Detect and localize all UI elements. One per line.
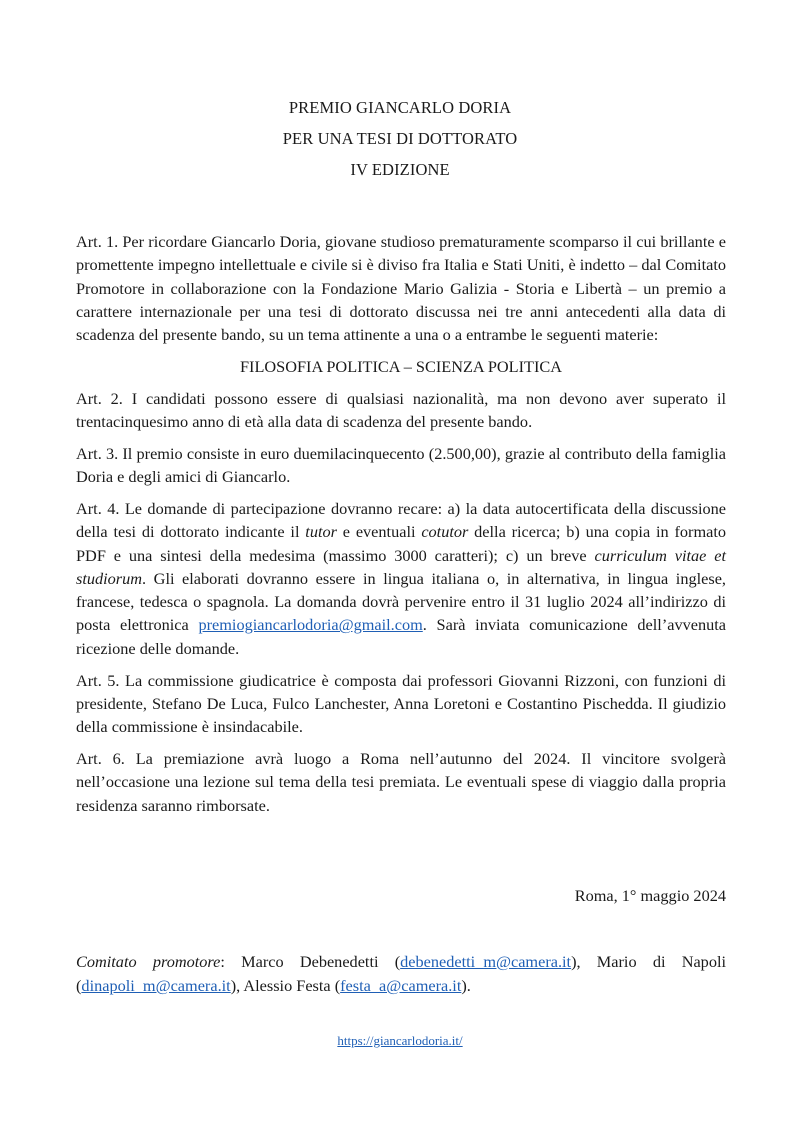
article-4-text-3: della ricerca; b) una copia in formato PDF e una sintesi della medesima (massimo 3000 caratteri); c) un breve bbox=[76, 522, 726, 565]
committee-label: Comitato promotore bbox=[76, 952, 221, 971]
title-line-2: PER UNA TESI DI DOTTORATO bbox=[282, 129, 518, 148]
committee-email-2-link[interactable]: dinapoli_m@camera.it bbox=[81, 976, 231, 995]
website-link[interactable]: https://giancarlodoria.it/ bbox=[337, 1033, 463, 1048]
committee-paragraph bbox=[76, 950, 726, 998]
article-4-tutor: tutor bbox=[305, 522, 337, 542]
article-3: Art. 3. Il premio consiste in euro duemilacinquecento (2.500,00), grazie al contributo della famiglia Doria e degli amici di Giancarlo. bbox=[76, 443, 726, 487]
committee-text-2: ), Mario di Napoli ( bbox=[76, 952, 727, 995]
article-4-curriculum: curriculum vitae et studiorum bbox=[76, 545, 726, 588]
article-4-text-4: . Gli elaborati dovranno essere in lingua italiana o, in alternativa, in lingua inglese, francese, tedesca o spagnola. La domanda dovrà pervenire entro il 31 luglio 2024 all’indirizzo di posta elettronica bbox=[76, 568, 726, 635]
document-date: Roma, 1° maggio 2024 bbox=[574, 886, 726, 905]
committee-text-4: ). bbox=[461, 976, 471, 995]
article-4-text-5: . Sarà inviata comunicazione dell’avvenuta ricezione delle domande. bbox=[76, 615, 727, 658]
article-4-text-2: e eventuali bbox=[336, 522, 422, 542]
article-4-cotutor: cotutor bbox=[421, 522, 469, 542]
submission-email-link[interactable]: premiogiancarlodoria@gmail.com bbox=[198, 615, 423, 635]
article-4 bbox=[76, 497, 726, 660]
article-1-subjects: FILOSOFIA POLITICA – SCIENZA POLITICA bbox=[239, 356, 563, 376]
committee-email-3-link[interactable]: festa_a@camera.it bbox=[340, 976, 462, 995]
article-4-text-1: Art. 4. Le domande di partecipazione dovranno recare: a) la data autocertificata della discussione della tesi di dottorato indicante il bbox=[76, 498, 726, 542]
article-6: Art. 6. La premiazione avrà luogo a Roma nell’autunno del 2024. Il vincitore svolgerà nell’occasione una lezione sul tema della tesi premiata. Le eventuali spese di viaggio dalla propria residenza saranno rimborsate. bbox=[76, 748, 726, 815]
committee-block bbox=[76, 950, 726, 998]
committee-text-3: ), Alessio Festa ( bbox=[230, 976, 341, 995]
document-body bbox=[76, 230, 726, 825]
article-2: Art. 2. I candidati possono essere di qualsiasi nazionalità, ma non devono aver superato il trentacinquesimo anno di età alla data di scadenza del presente bando. bbox=[76, 388, 726, 432]
footer bbox=[0, 1032, 800, 1050]
title-line-3: IV EDIZIONE bbox=[350, 160, 450, 179]
title-line-1: PREMIO GIANCARLO DORIA bbox=[288, 98, 512, 117]
article-1: Art. 1. Per ricordare Giancarlo Doria, giovane studioso prematuramente scomparso il cui brillante e promettente impegno intellettuale e civile si è diviso fra Italia e Stati Uniti, è indetto – dal Comitato Promotore in collaborazione con la Fondazione Mario Galizia - Storia e Libertà – un premio a carattere internazionale per una tesi di dottorato discussa nei tre anni antecedenti alla data di scadenza del presente bando, su un tema attinente a una o a entrambe le seguenti materie: bbox=[76, 232, 726, 345]
document-title bbox=[0, 92, 800, 185]
committee-text-1: : Marco Debenedetti ( bbox=[220, 952, 401, 971]
committee-email-1-link[interactable]: debenedetti_m@camera.it bbox=[400, 952, 572, 971]
article-5: Art. 5. La commissione giudicatrice è composta dai professori Giovanni Rizzoni, con funzioni di presidente, Stefano De Luca, Fulco Lanchester, Anna Loretoni e Costantino Pischedda. Il giudizio della commissione è insindacabile. bbox=[76, 670, 726, 737]
